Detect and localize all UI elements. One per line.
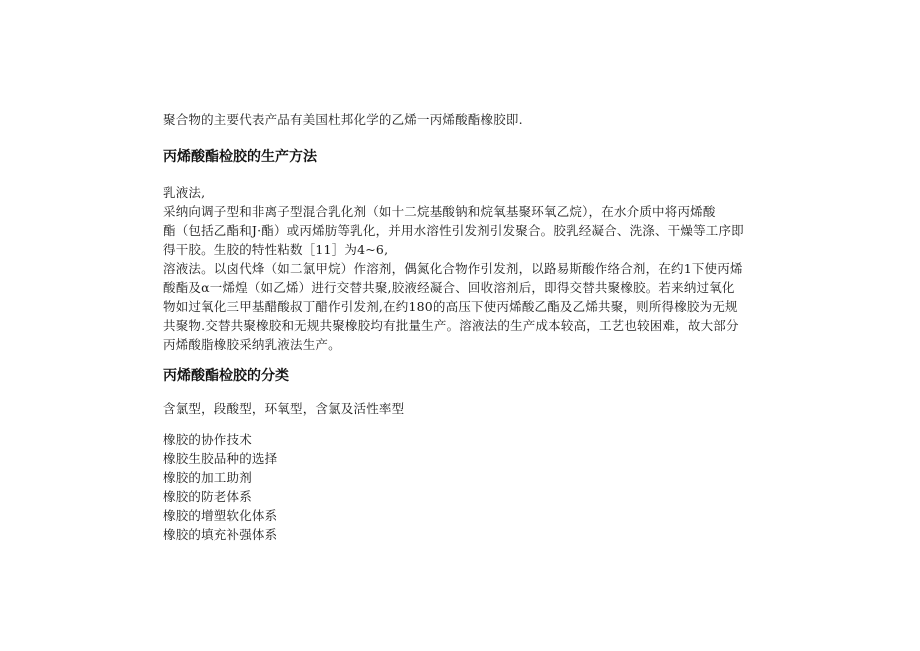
- method-line: 得干胶。生胶的特性粘数［11］为4~6,: [163, 242, 389, 257]
- method-line: 采纳向调子型和非离子型混合乳化剂（如十二烷基酸钠和烷氧基聚环氧乙烷），在水介质中将丙烯酸: [163, 204, 716, 219]
- list-item: 橡胶生胶品种的选择: [163, 451, 278, 466]
- intro-paragraph: 聚合物的主要代表产品有美国杜邦化学的乙烯一丙烯酸酯橡胶即.: [163, 112, 523, 127]
- list-item: 橡胶的增塑软化体系: [163, 508, 278, 523]
- list-item: 橡胶的加工助剂: [163, 470, 252, 485]
- list-item: 橡胶的协作技术: [163, 432, 252, 447]
- section-heading-classification: 丙烯酸酯检胶的分类: [163, 368, 289, 384]
- method-line: 溶液法。以卤代烽（如二氯甲烷）作溶剂，偶氮化合物作引发剂，以路易斯酸作络合剂，在约1下使丙烯: [163, 261, 743, 276]
- method-line: 酸酯及α一烯煌（如乙烯）进行交替共聚,胶液经凝合、回收溶剂后，即得交替共聚橡胶。若来纳过氧化: [163, 280, 735, 295]
- classification-text: 含氯型，段酸型，环氧型，含氯及活性率型: [163, 401, 405, 416]
- method-line: 物如过氧化三甲基醋酸叔丁醋作引发剂,在约180的高压下使丙烯酸乙酯及乙烯共聚，则所得橡胶为无规: [163, 299, 738, 314]
- list-item: 橡胶的防老体系: [163, 489, 252, 504]
- method-line: 共聚物.交替共聚橡胶和无规共聚橡胶均有批量生产。溶液法的生产成本较高，工艺也较困难，故大部分: [163, 318, 739, 333]
- method-line: 乳液法,: [163, 185, 206, 200]
- section-heading-production: 丙烯酸酯检胶的生产方法: [163, 149, 317, 165]
- method-line: 丙烯酸脂橡胶采纳乳液法生产。: [163, 337, 341, 352]
- method-line: 酯（包括乙酯和J·酯）或丙烯肪等乳化，并用水溶性引发剂引发聚合。胶乳经凝合、洗涤、干燥等工序即: [163, 223, 744, 238]
- list-item: 橡胶的填充补强体系: [163, 527, 278, 542]
